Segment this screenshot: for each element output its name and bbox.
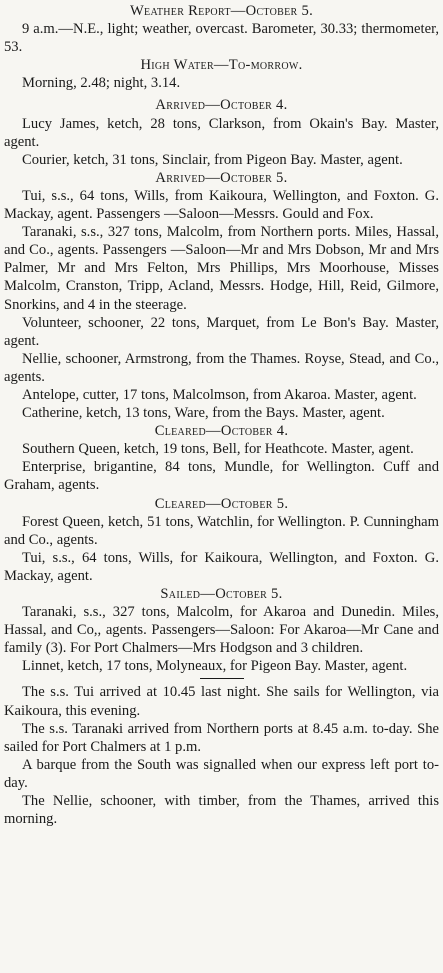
arrival-entry: Tui, s.s., 64 tons, Wills, from Kaikoura, Wellington, and Foxton. G. Mackay, agent. Passengers —Saloon—Messrs. Gould and Fox. <box>4 187 439 223</box>
arrived-oct5-heading: Arrived—October 5. <box>155 169 288 186</box>
sailed-entry: Linnet, ketch, 17 tons, Molyneaux, for Pigeon Bay. Master, agent. <box>22 658 408 675</box>
arrived-oct4-heading: Arrived—October 4. <box>155 97 288 114</box>
cleared-oct4-heading: Cleared—October 4. <box>154 423 289 440</box>
cleared-entry: Forest Queen, ketch, 51 tons, Watchlin, for Wellington. P. Cunningham and Co., agents. <box>4 513 439 548</box>
weather-report-heading: Weather Report—October 5. <box>129 3 314 19</box>
arrival-entry: Taranaki, s.s., 327 tons, Malcolm, from Northern ports. Miles, Hassal, and Co., agents. Passengers —Saloon—Mr and Mrs Dobson, Mr and Mrs Palmer, Mr and Mrs Felton, Mrs Phillips, Mrs Moorhouse, Misses Malcolm, Cranston, Tripp, Acland, Messrs. Hodge, Hill, Reid, Gilmore, Snorkins, and 4 in the steerage. <box>4 224 439 313</box>
high-water-heading: High Water—To-morrow. <box>140 57 303 74</box>
cleared-entry: Tui, s.s., 64 tons, Wills, for Kaikoura, Wellington, and Foxton. G. Mackay, agent. <box>4 549 439 584</box>
high-water-text: Morning, 2.48; night, 3.14. <box>22 75 181 92</box>
sailed-oct5-heading: Sailed—October 5. <box>160 586 283 602</box>
news-paragraph: The Nellie, schooner, with timber, from the Thames, arrived this morning. <box>4 793 439 828</box>
news-paragraph: The s.s. Taranaki arrived from Northern ports at 8.45 a.m. to-day. She sailed for Port Chalmers at 1 p.m. <box>4 720 439 755</box>
section-divider <box>200 678 244 679</box>
arrival-entry: Antelope, cutter, 17 tons, Malcolmson, from Akaroa. Master, agent. <box>22 386 417 403</box>
weather-report-text: 9 a.m.—N.E., light; weather, overcast. Barometer, 30.33; thermometer, 53. <box>4 21 439 56</box>
arrival-entry: Lucy James, ketch, 28 tons, Clarkson, from Okain's Bay. Master, agent. <box>4 115 439 150</box>
sailed-entry: Taranaki, s.s., 327 tons, Malcolm, for Akaroa and Dunedin. Miles, Hassal, and Co,, agents. Passengers—Saloon: For Akaroa—Mr Cane and family (3). For Port Chalmers—Mrs Hodgson and 3 children. <box>4 604 439 657</box>
cleared-entry: Southern Queen, ketch, 19 tons, Bell, for Heathcote. Master, agent. <box>22 441 414 458</box>
news-paragraph: A barque from the South was signalled when our express left port to-day. <box>4 756 439 791</box>
arrival-entry: Volunteer, schooner, 22 tons, Marquet, from Le Bon's Bay. Master, agent. <box>4 314 439 349</box>
arrival-entry: Catherine, ketch, 13 tons, Ware, from the Bays. Master, agent. <box>22 405 385 422</box>
arrival-entry: Courier, ketch, 31 tons, Sinclair, from Pigeon Bay. Master, agent. <box>22 151 403 168</box>
arrival-entry: Nellie, schooner, Armstrong, from the Thames. Royse, Stead, and Co., agents. <box>4 350 439 385</box>
news-paragraph: The s.s. Tui arrived at 10.45 last night. She sails for Wellington, via Kaikoura, this evening. <box>4 684 439 719</box>
cleared-oct5-heading: Cleared—October 5. <box>154 495 289 512</box>
cleared-entry: Enterprise, brigantine, 84 tons, Mundle, for Wellington. Cuff and Graham, agents. <box>4 459 439 494</box>
